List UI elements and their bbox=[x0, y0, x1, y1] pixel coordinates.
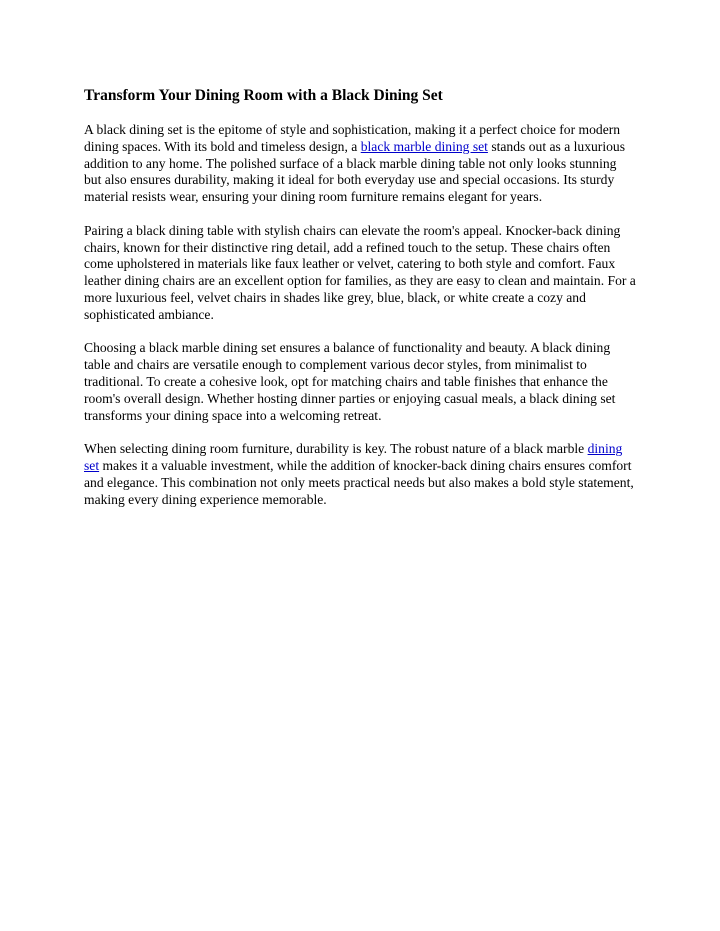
paragraph-3: Choosing a black marble dining set ensures a balance of functionality and beauty. A black dining table and chairs are versatile enough to complement various decor styles, from minimalist to traditional. To create a cohesive look, opt for matching chairs and table finishes that enhance the room's overall design. Whether hosting dinner parties or enjoying casual meals, a black dining set transforms your dining space into a welcoming retreat. bbox=[84, 340, 616, 423]
paragraph-1-text-before: A black dining set is the epitome of style and sophistication, making it a perfect choice for modern dining spaces. With its bold and timeless design, a bbox=[84, 122, 621, 154]
dining-set-link[interactable]: dining set bbox=[84, 441, 623, 473]
paragraph-4 bbox=[84, 441, 636, 508]
paragraph-4-text-before: When selecting dining room furniture, durability is key. The robust nature of a black marble bbox=[84, 441, 588, 457]
document-page bbox=[84, 86, 636, 525]
paragraph-1 bbox=[84, 122, 636, 206]
paragraph-1-text-after: stands out as a luxurious addition to any home. The polished surface of a black marble dining table not only looks stunning but also ensures durability, making it ideal for both everyday use and special occasions. Its sturdy material resists wear, ensuring your dining room furniture remains elegant for years. bbox=[84, 138, 625, 205]
document-title: Transform Your Dining Room with a Black Dining Set bbox=[84, 87, 443, 104]
paragraph-2: Pairing a black dining table with stylish chairs can elevate the room's appeal. Knocker-back dining chairs, known for their distinctive ring detail, add a refined touch to the setup. These chairs often come upholstered in materials like faux leather or velvet, catering to both style and comfort. Faux leather dining chairs are an excellent option for families, as they are easy to clean and maintain. For a more luxurious feel, velvet chairs in shades like grey, blue, black, or white create a cozy and sophisticated ambiance. bbox=[84, 222, 636, 322]
black-marble-dining-set-link[interactable]: black marble dining set bbox=[360, 138, 488, 154]
paragraph-4-text-after: makes it a valuable investment, while the addition of knocker-back dining chairs ensures comfort and elegance. This combination not only meets practical needs but also makes a bold style statement, making every dining experience memorable. bbox=[84, 457, 634, 507]
